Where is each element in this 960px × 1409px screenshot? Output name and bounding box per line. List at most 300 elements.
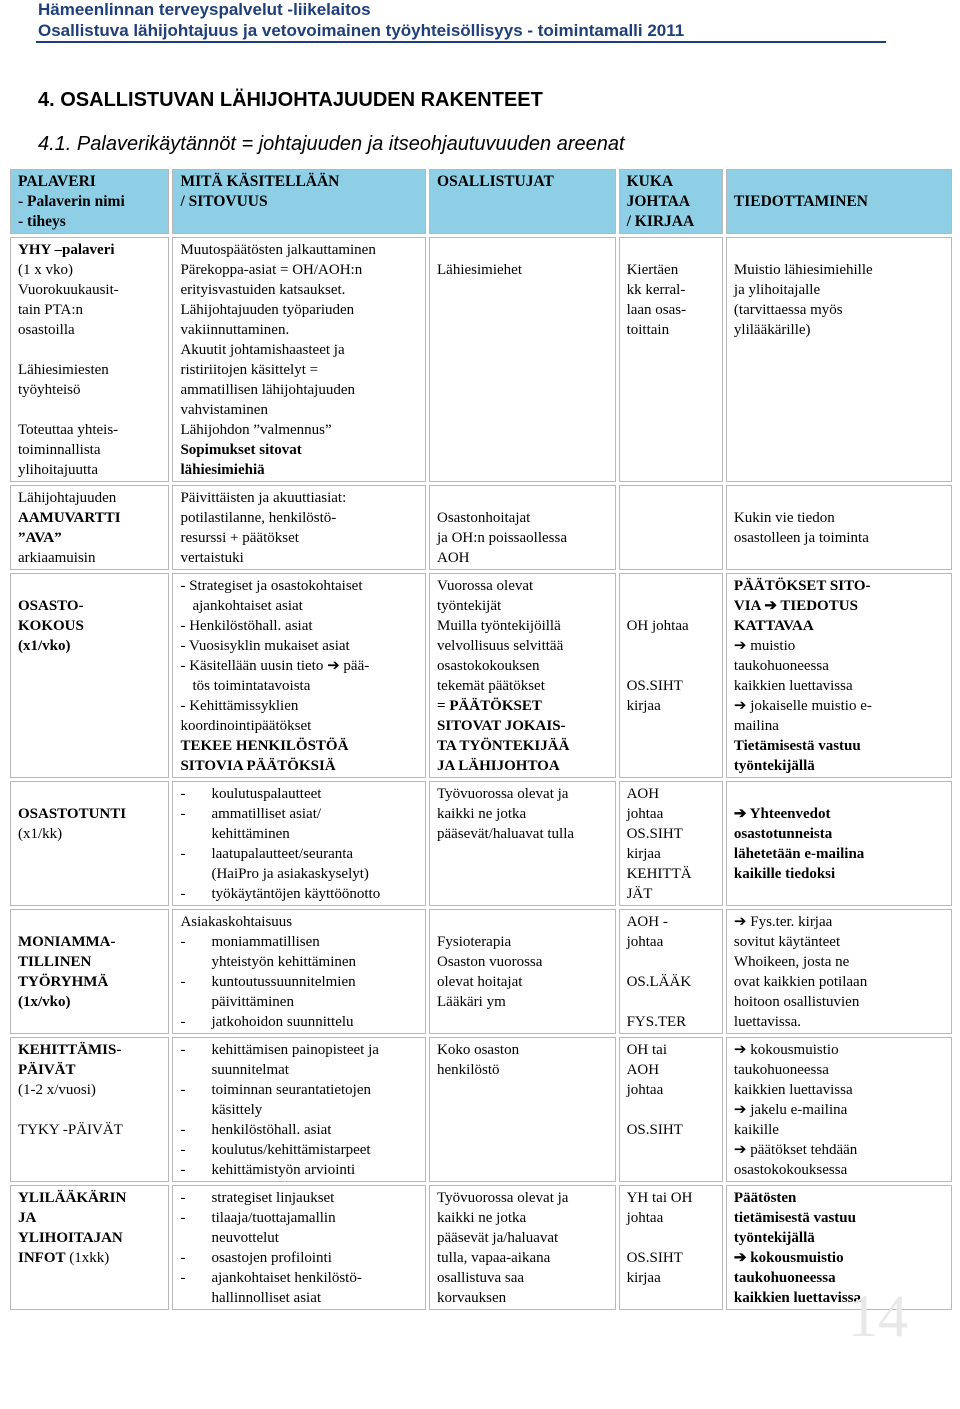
cell-text-line: hoitoon osallistuvien bbox=[733, 994, 860, 1010]
cell-text-line: (tarvittaessa myös bbox=[733, 302, 843, 318]
cell-text-line: johtaa bbox=[626, 806, 664, 822]
cell-text-line: MITÄ KÄSITELLÄÄN bbox=[180, 173, 340, 190]
topics-cell bbox=[172, 485, 426, 570]
cell-text-line: tekemät päätökset bbox=[437, 678, 545, 694]
participants-cell bbox=[429, 237, 616, 482]
cell-text-line: tös toimintatavoista bbox=[192, 678, 311, 694]
communication-cell bbox=[726, 781, 952, 906]
bullet-dash: - bbox=[180, 1190, 186, 1206]
header-cell-topics bbox=[172, 169, 426, 234]
cell-text-line: ➔ päätökset tehdään bbox=[733, 1142, 858, 1158]
communication-cell bbox=[726, 909, 952, 1034]
cell-text-line: TA TYÖNTEKIJÄÄ bbox=[437, 738, 570, 754]
cell-text-line: Vuorokuukausit- bbox=[18, 282, 119, 298]
cell-text-line: JOHTAA bbox=[626, 193, 691, 210]
cell-text-line: (x1/kk) bbox=[18, 826, 63, 842]
bullet-text: moniammatillisen bbox=[211, 934, 320, 950]
cell-text-line: - Vuosisyklin mukaiset asiat bbox=[180, 638, 350, 654]
cell-text-line bbox=[734, 488, 944, 508]
cell-text-line bbox=[18, 576, 161, 596]
bullet-line bbox=[180, 1248, 418, 1268]
cell-text-line: - tiheys bbox=[18, 213, 66, 230]
bullet-text: käsittely bbox=[211, 1102, 263, 1118]
bullet-indent bbox=[180, 992, 211, 1012]
cell-text-line: henkilöstö bbox=[437, 1062, 500, 1078]
cell-text-line: Muutospäätösten jalkauttaminen bbox=[180, 242, 376, 258]
cell-text-line: Koko osaston bbox=[437, 1042, 520, 1058]
cell-text-line: (1x/vko) bbox=[18, 994, 71, 1010]
leader-cell bbox=[619, 485, 723, 570]
cell-text-line: (1-2 x/vuosi) bbox=[18, 1082, 96, 1098]
bullet-line bbox=[180, 1060, 418, 1080]
cell-text-line: AOH - bbox=[626, 914, 668, 930]
bullet-text: suunnitelmat bbox=[211, 1062, 289, 1078]
leader-cell bbox=[619, 1185, 723, 1310]
meeting-name-cell bbox=[10, 781, 169, 906]
bullet-text: henkilöstöhall. asiat bbox=[211, 1122, 332, 1138]
bullet-text: strategiset linjaukset bbox=[211, 1190, 335, 1206]
cell-text-line: KEHITTÄMIS- bbox=[18, 1042, 122, 1058]
cell-text-line bbox=[437, 488, 608, 508]
header-rule bbox=[36, 41, 886, 43]
cell-text-line: (x1/vko) bbox=[18, 638, 71, 654]
cell-text-line: johtaa bbox=[626, 934, 664, 950]
cell-text-line: Lääkäri ym bbox=[437, 994, 506, 1010]
cell-text-line: Muilla työntekijöillä bbox=[437, 618, 561, 634]
bullet-line bbox=[180, 952, 418, 972]
bullet-line bbox=[180, 992, 418, 1012]
bullet-indent bbox=[180, 1060, 211, 1080]
cell-text-line: ja OH:n poissaollessa bbox=[437, 530, 567, 546]
cell-text-line: Akuutit johtamishaasteet ja bbox=[180, 342, 345, 358]
cell-text-line: KUKA bbox=[626, 173, 674, 190]
cell-text-line: Sopimukset sitovat bbox=[180, 442, 302, 458]
bullet-indent bbox=[180, 824, 211, 844]
participants-cell bbox=[429, 781, 616, 906]
cell-text-line bbox=[627, 1100, 715, 1120]
bullet-text: laatupalautteet/seuranta bbox=[211, 846, 354, 862]
bullet-indent bbox=[180, 1228, 211, 1248]
topics-cell bbox=[172, 1037, 426, 1182]
meeting-name-cell bbox=[10, 573, 169, 778]
cell-text-line: työntekijällä bbox=[733, 1230, 815, 1246]
bullet-line bbox=[180, 972, 418, 992]
bullet-text: ajankohtaiset henkilöstö- bbox=[211, 1270, 362, 1286]
bullet-line bbox=[180, 912, 418, 932]
bullet-line bbox=[180, 1100, 418, 1120]
cell-text-line bbox=[627, 596, 715, 616]
cell-text-line: korvauksen bbox=[437, 1290, 507, 1306]
cell-text-line: toittain bbox=[626, 322, 670, 338]
cell-text-line: TIEDOTTAMINEN bbox=[733, 193, 868, 210]
cell-text-line: Lähijohtajuuden työpariuden bbox=[180, 302, 355, 318]
meeting-name-cell bbox=[10, 909, 169, 1034]
bullet-text: toiminnan seurantatietojen bbox=[211, 1082, 372, 1098]
bullet-dash: - bbox=[180, 974, 186, 990]
cell-text-line: kaikkien luettavissa bbox=[733, 678, 853, 694]
bullet-line bbox=[180, 1040, 418, 1060]
table-row bbox=[10, 485, 952, 570]
cell-text-line: vakiinnuttaminen. bbox=[180, 322, 290, 338]
cell-text-line: TILLINEN bbox=[18, 954, 92, 970]
participants-cell bbox=[429, 1037, 616, 1182]
cell-text-line: Lähiesimiesten bbox=[18, 362, 109, 378]
cell-text-line: Lähiesimiehet bbox=[437, 262, 522, 278]
bullet-dash: - bbox=[180, 1122, 186, 1138]
communication-cell bbox=[726, 573, 952, 778]
cell-text-line bbox=[627, 952, 715, 972]
cell-text-line: potilastilanne, henkilöstö- bbox=[180, 510, 337, 526]
cell-text-line: lähiesimiehiä bbox=[180, 462, 265, 478]
cell-text-line: kirjaa bbox=[626, 1270, 661, 1286]
cell-text-line: Päivittäisten ja akuuttiasiat: bbox=[180, 490, 347, 506]
cell-text-line: - Käsitellään uusin tieto ➔ pää- bbox=[180, 658, 370, 674]
bullet-dash: - bbox=[180, 1270, 186, 1286]
cell-text-line: KEHITTÄ bbox=[626, 866, 692, 882]
cell-suffix: (1xkk) bbox=[65, 1250, 110, 1266]
cell-text-line: OH johtaa bbox=[626, 618, 689, 634]
bullet-text: (HaiPro ja asiakaskyselyt) bbox=[211, 866, 369, 882]
cell-text-line: OSASTO- bbox=[18, 598, 84, 614]
cell-text-line: taukohuoneessa bbox=[733, 1270, 836, 1286]
bullet-dash: - bbox=[180, 1082, 186, 1098]
cell-text-line: PÄÄTÖKSET SITO- bbox=[733, 578, 871, 594]
cell-text-line: PÄIVÄT bbox=[18, 1062, 76, 1078]
bullet-text: neuvottelut bbox=[211, 1230, 279, 1246]
table-row bbox=[10, 781, 952, 906]
bullet-dash: - bbox=[180, 934, 186, 950]
cell-text-line: lähetetään e-mailina bbox=[733, 846, 865, 862]
participants-cell bbox=[429, 573, 616, 778]
cell-text-line bbox=[627, 576, 715, 596]
table-header-row bbox=[10, 169, 952, 234]
cell-text-line: JA bbox=[18, 1210, 37, 1226]
bullet-text: Asiakaskohtaisuus bbox=[180, 914, 293, 930]
bullet-text: kehittäminen bbox=[211, 826, 290, 842]
bullet-text: yhteistyön kehittäminen bbox=[211, 954, 357, 970]
cell-text-line: resurssi + päätökset bbox=[180, 530, 299, 546]
bullet-line bbox=[180, 1012, 418, 1032]
cell-text-line bbox=[437, 912, 608, 932]
cell-text-line: tain PTA:n bbox=[18, 302, 84, 318]
cell-text-line bbox=[18, 1100, 161, 1120]
cell-text-line: velvollisuus selvittää bbox=[437, 638, 564, 654]
cell-text-line: arkiaamuisin bbox=[18, 550, 96, 566]
bullet-line bbox=[180, 824, 418, 844]
cell-text-line: SITOVIA PÄÄTÖKSIÄ bbox=[180, 758, 336, 774]
bullet-dash: - bbox=[180, 1250, 186, 1266]
topics-cell bbox=[172, 237, 426, 482]
cell-text-line: kaikille bbox=[733, 1122, 779, 1138]
bullet-dash: - bbox=[180, 786, 186, 802]
section-heading: 4. OSALLISTUVAN LÄHIJOHTAJUUDEN RAKENTEET bbox=[38, 89, 543, 111]
bullet-text: osastojen profilointi bbox=[211, 1250, 332, 1266]
bullet-line bbox=[180, 864, 418, 884]
cell-text-line: Työvuorossa olevat ja bbox=[437, 786, 569, 802]
participants-cell bbox=[429, 1185, 616, 1310]
cell-text-line: / SITOVUUS bbox=[180, 193, 268, 210]
cell-text-line: kaikkien luettavissa bbox=[733, 1290, 862, 1306]
communication-cell bbox=[726, 237, 952, 482]
cell-text-line bbox=[18, 340, 161, 360]
cell-text-line: johtaa bbox=[626, 1082, 664, 1098]
bullet-dash: - bbox=[180, 886, 186, 902]
bullet-text: koulutuspalautteet bbox=[211, 786, 322, 802]
cell-text-line: ➔ kokousmuistio bbox=[733, 1042, 839, 1058]
meeting-name-cell bbox=[10, 237, 169, 482]
cell-text-line: osastolleen ja toiminta bbox=[733, 530, 869, 546]
cell-text-line: INFOT (1xkk) bbox=[18, 1250, 110, 1266]
cell-text-line: OSALLISTUJAT bbox=[437, 173, 554, 190]
cell-text-line: MONIAMMA- bbox=[18, 934, 116, 950]
cell-text-line: luettavissa. bbox=[733, 1014, 801, 1030]
bullet-line bbox=[180, 1160, 418, 1180]
bullet-indent bbox=[180, 1288, 211, 1308]
cell-text-line: TEKEE HENKILÖSTÖÄ bbox=[180, 738, 349, 754]
cell-text-line: taukohuoneessa bbox=[733, 658, 829, 674]
cell-text-line: ylihoitajuutta bbox=[18, 462, 98, 478]
table-row bbox=[10, 573, 952, 778]
bullet-line bbox=[180, 932, 418, 952]
meeting-name-cell bbox=[10, 1037, 169, 1182]
cell-text-line: TYÖRYHMÄ bbox=[18, 974, 109, 990]
cell-text-line: erityisvastuiden katsaukset. bbox=[180, 282, 346, 298]
topics-cell bbox=[172, 781, 426, 906]
cell-text-line: SITOVAT JOKAIS- bbox=[437, 718, 566, 734]
cell-text-line: ristiriitojen käsittelyt = bbox=[180, 362, 319, 378]
cell-text-line: Osastonhoitajat bbox=[437, 510, 531, 526]
bullet-dash: - bbox=[180, 1042, 186, 1058]
cell-text-line: JÄT bbox=[626, 886, 653, 902]
cell-text-line: AOH bbox=[626, 786, 660, 802]
cell-text-line: Kukin vie tiedon bbox=[733, 510, 835, 526]
cell-text-line: YHY –palaveri bbox=[18, 242, 115, 258]
cell-text-line: OS.LÄÄK bbox=[626, 974, 692, 990]
org-name: Hämeenlinnan terveyspalvelut -liikelaitos bbox=[38, 0, 371, 19]
cell-text-line: työntekijät bbox=[437, 598, 502, 614]
cell-text-line: Toteuttaa yhteis- bbox=[18, 422, 119, 438]
leader-cell bbox=[619, 573, 723, 778]
cell-text-line: - Strategiset ja osastokohtaiset bbox=[180, 578, 363, 594]
topics-cell bbox=[172, 573, 426, 778]
bullet-dash: - bbox=[180, 1162, 186, 1178]
topics-cell bbox=[172, 909, 426, 1034]
leader-cell bbox=[619, 1037, 723, 1182]
cell-text-line: Työvuorossa olevat ja bbox=[437, 1190, 569, 1206]
cell-text-line: ➔ kokousmuistio bbox=[733, 1250, 844, 1266]
cell-text-line bbox=[18, 784, 161, 804]
bullet-indent bbox=[180, 864, 211, 884]
cell-text-line: (1 x vko) bbox=[18, 262, 73, 278]
cell-text-line: ➔ jakelu e-mailina bbox=[733, 1102, 848, 1118]
cell-text-line: AOH bbox=[437, 550, 470, 566]
leader-cell bbox=[619, 237, 723, 482]
bullet-line bbox=[180, 884, 418, 904]
cell-text-line bbox=[627, 656, 715, 676]
bullet-text: koulutus/kehittämistarpeet bbox=[211, 1142, 371, 1158]
cell-text-line: osastokokouksessa bbox=[733, 1162, 848, 1178]
cell-text-line: - Kehittämissyklien bbox=[180, 698, 299, 714]
cell-text-line: OS.SIHT bbox=[626, 678, 683, 694]
communication-cell bbox=[726, 1037, 952, 1182]
table-row bbox=[10, 1185, 952, 1310]
communication-cell bbox=[726, 1185, 952, 1310]
header-cell-participants bbox=[429, 169, 616, 234]
bullet-dash: - bbox=[180, 846, 186, 862]
cell-text-line: kaikki ne jotka bbox=[437, 806, 527, 822]
cell-text-line: kirjaa bbox=[626, 698, 661, 714]
meeting-practices-table bbox=[7, 166, 955, 1313]
cell-text-line: osastotunneista bbox=[733, 826, 833, 842]
bullet-line bbox=[180, 1080, 418, 1100]
cell-text-line: kaikkien luettavissa bbox=[733, 1082, 853, 1098]
cell-text-line: kk kerral- bbox=[626, 282, 686, 298]
cell-text-line: tulla, vapaa-aikana bbox=[437, 1250, 551, 1266]
header-cell-meeting bbox=[10, 169, 169, 234]
communication-cell bbox=[726, 485, 952, 570]
bullet-line bbox=[180, 844, 418, 864]
cell-text-line: Lähijohdon ”valmennus” bbox=[180, 422, 332, 438]
cell-text-line: Kiertäen bbox=[626, 262, 679, 278]
bullet-dash: - bbox=[180, 1014, 186, 1030]
bullet-line bbox=[180, 784, 418, 804]
cell-text-line: Lähijohtajuuden bbox=[18, 490, 117, 506]
cell-text-line: ajankohtaiset asiat bbox=[192, 598, 303, 614]
cell-text-line: JA LÄHIJOHTOA bbox=[437, 758, 560, 774]
table-row bbox=[10, 909, 952, 1034]
cell-text-line: taukohuoneessa bbox=[733, 1062, 829, 1078]
cell-text-line: mailina bbox=[733, 718, 779, 734]
bullet-text: kehittämistyön arviointi bbox=[211, 1162, 356, 1178]
cell-text-line: kaikille tiedoksi bbox=[733, 866, 836, 882]
participants-cell bbox=[429, 485, 616, 570]
cell-text-line: KOKOUS bbox=[18, 618, 84, 634]
table-row bbox=[10, 1037, 952, 1182]
bullet-indent bbox=[180, 1100, 211, 1120]
cell-text-line: ammatillisen lähijohtajuuden bbox=[180, 382, 356, 398]
cell-text-line: tietämisestä vastuu bbox=[733, 1210, 856, 1226]
cell-text-line bbox=[627, 636, 715, 656]
bullet-line bbox=[180, 1228, 418, 1248]
cell-text-line bbox=[627, 240, 715, 260]
cell-text-line bbox=[18, 912, 161, 932]
header-cell-communication bbox=[726, 169, 952, 234]
cell-text-line: ylilääkärille) bbox=[733, 322, 811, 338]
bullet-line bbox=[180, 804, 418, 824]
bullet-text: työkäytäntöjen käyttöönotto bbox=[211, 886, 381, 902]
cell-text-line: johtaa bbox=[626, 1210, 664, 1226]
bullet-text: hallinnolliset asiat bbox=[211, 1290, 322, 1306]
document-title: Osallistuva lähijohtajuus ja vetovoimainen työyhteisöllisyys - toimintamalli 2011 bbox=[38, 21, 685, 40]
cell-text-line: TYKY -PÄIVÄT bbox=[18, 1122, 123, 1138]
cell-text-line: Muistio lähiesimiehille bbox=[733, 262, 873, 278]
cell-text-line: kirjaa bbox=[626, 846, 661, 862]
bullet-text: päivittäminen bbox=[211, 994, 294, 1010]
cell-text-line: ➔ muistio bbox=[733, 638, 796, 654]
cell-text-line: - Henkilöstöhall. asiat bbox=[180, 618, 313, 634]
cell-text-line: Fysioterapia bbox=[437, 934, 512, 950]
cell-text-line: kaikki ne jotka bbox=[437, 1210, 527, 1226]
bullet-line bbox=[180, 1208, 418, 1228]
meeting-name-cell bbox=[10, 485, 169, 570]
cell-text-line: vahvistaminen bbox=[180, 402, 268, 418]
bullet-dash: - bbox=[180, 1142, 186, 1158]
cell-text-line: VIA ➔ TIEDOTUS bbox=[733, 598, 858, 614]
cell-text-line: Osaston vuorossa bbox=[437, 954, 543, 970]
topics-cell bbox=[172, 1185, 426, 1310]
bullet-line bbox=[180, 1140, 418, 1160]
cell-text-line: AAMUVARTTI bbox=[18, 510, 121, 526]
cell-text-line: olevat hoitajat bbox=[437, 974, 523, 990]
cell-text-line: / KIRJAA bbox=[626, 213, 695, 230]
bullet-text: tilaaja/tuottajamallin bbox=[211, 1210, 336, 1226]
leader-cell bbox=[619, 781, 723, 906]
cell-text-line: koordinointipäätökset bbox=[180, 718, 312, 734]
bullet-text: kuntoutussuunnitelmien bbox=[211, 974, 356, 990]
cell-text-line: ➔ jokaiselle muistio e- bbox=[733, 698, 872, 714]
subsection-heading: 4.1. Palaverikäytännöt = johtajuuden ja itseohjautuvuuden areenat bbox=[38, 133, 625, 155]
cell-text-line: YH tai OH bbox=[626, 1190, 693, 1206]
cell-text-line: YLIHOITAJAN bbox=[18, 1230, 123, 1246]
cell-text-line: OS.SIHT bbox=[626, 1250, 683, 1266]
cell-text-line bbox=[627, 1228, 715, 1248]
cell-text-line: ”AVA” bbox=[18, 530, 62, 546]
cell-text-line: pääsevät ja/haluavat bbox=[437, 1230, 559, 1246]
cell-text-line: = PÄÄTÖKSET bbox=[437, 698, 542, 714]
bullet-text: ammatilliset asiat/ bbox=[211, 806, 322, 822]
cell-text-line: toiminnallista bbox=[18, 442, 101, 458]
cell-text-line: - Palaverin nimi bbox=[18, 193, 125, 210]
cell-text-line: OSASTOTUNTI bbox=[18, 806, 127, 822]
cell-text-line bbox=[437, 240, 608, 260]
cell-text-line: pääsevät/haluavat tulla bbox=[437, 826, 575, 842]
bullet-text: jatkohoidon suunnittelu bbox=[211, 1014, 354, 1030]
bullet-line bbox=[180, 1288, 418, 1308]
bullet-dash: - bbox=[180, 806, 186, 822]
bullet-line bbox=[180, 1268, 418, 1288]
cell-text-line: PALAVERI bbox=[18, 173, 96, 190]
cell-text-line bbox=[734, 784, 944, 804]
bullet-line bbox=[180, 1120, 418, 1140]
cell-text-line: Vuorossa olevat bbox=[437, 578, 534, 594]
bullet-dash: - bbox=[180, 1210, 186, 1226]
cell-text-line bbox=[627, 992, 715, 1012]
cell-text-line: Päätösten bbox=[733, 1190, 797, 1206]
page-number: 14 bbox=[848, 1283, 908, 1349]
cell-text-line: KATTAVAA bbox=[733, 618, 814, 634]
participants-cell bbox=[429, 909, 616, 1034]
cell-text-line: vertaistuki bbox=[180, 550, 244, 566]
cell-text-line: ovat kaikkien potilaan bbox=[733, 974, 868, 990]
cell-text-line: OH tai bbox=[626, 1042, 667, 1058]
cell-text-line: ja ylihoitajalle bbox=[733, 282, 821, 298]
cell-text-line: ➔ Fys.ter. kirjaa bbox=[733, 914, 833, 930]
cell-text-line bbox=[734, 240, 944, 260]
table-row bbox=[10, 237, 952, 482]
cell-text-line: laan osas- bbox=[626, 302, 687, 318]
cell-text-line: työyhteisö bbox=[18, 382, 81, 398]
cell-text-line: työntekijällä bbox=[733, 758, 815, 774]
cell-text-line: ➔ Yhteenvedot bbox=[733, 806, 831, 822]
cell-text-line: Whoikeen, josta ne bbox=[733, 954, 850, 970]
leader-cell bbox=[619, 909, 723, 1034]
bullet-line bbox=[180, 1188, 418, 1208]
cell-text-line: sovitut käytänteet bbox=[733, 934, 841, 950]
cell-text-line: AOH bbox=[626, 1062, 660, 1078]
meeting-name-cell bbox=[10, 1185, 169, 1310]
header-cell-leader bbox=[619, 169, 723, 234]
cell-text-line: osastoilla bbox=[18, 322, 75, 338]
